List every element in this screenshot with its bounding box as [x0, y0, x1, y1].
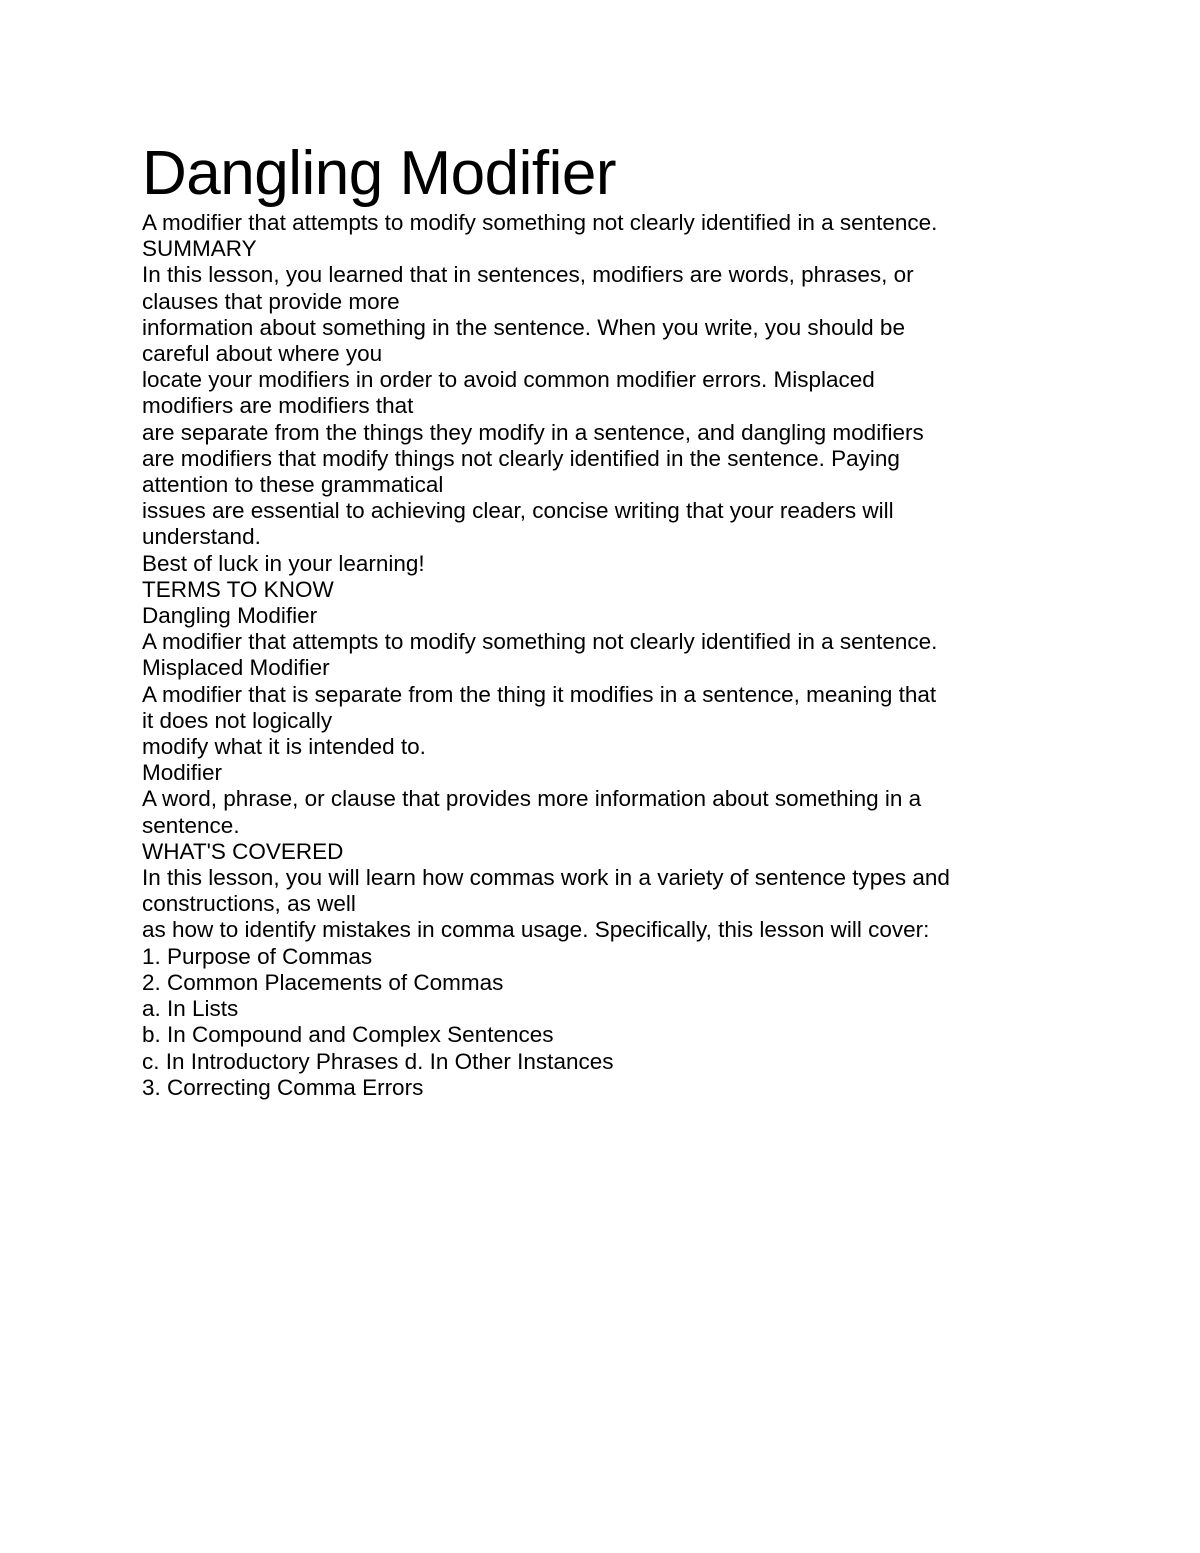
- summary-line: understand.: [142, 524, 261, 550]
- outline-item: 2. Common Placements of Commas: [142, 969, 504, 995]
- term-definition: A modifier that attempts to modify something not clearly identified in a sentence.: [142, 629, 938, 655]
- section-heading-covered: WHAT'S COVERED: [142, 838, 344, 864]
- term-definition: A modifier that is separate from the thing it modifies in a sentence, meaning that: [142, 681, 937, 707]
- closing-line: Best of luck in your learning!: [142, 550, 425, 576]
- summary-line: locate your modifiers in order to avoid common modifier errors. Misplaced: [142, 367, 875, 393]
- outline-subitem: b. In Compound and Complex Sentences: [142, 1022, 554, 1048]
- term-definition: sentence.: [142, 812, 240, 838]
- definition-text: A modifier that attempts to modify something not clearly identified in a sentence.: [142, 210, 938, 235]
- summary-line: attention to these grammatical: [142, 472, 444, 498]
- covered-line: In this lesson, you will learn how commas work in a variety of sentence types and: [142, 865, 950, 891]
- covered-line: constructions, as well: [142, 891, 356, 917]
- term-definition: modify what it is intended to.: [142, 734, 426, 760]
- summary-line: issues are essential to achieving clear, concise writing that your readers will: [142, 498, 894, 524]
- summary-line: clauses that provide more: [142, 288, 400, 314]
- summary-line: In this lesson, you learned that in sentences, modifiers are words, phrases, or: [142, 262, 914, 288]
- term-definition: it does not logically: [142, 707, 333, 733]
- document-page: [142, 138, 1102, 1101]
- summary-line: are separate from the things they modify in a sentence, and dangling modifiers: [142, 419, 924, 445]
- summary-line: careful about where you: [142, 341, 383, 367]
- covered-line: as how to identify mistakes in comma usage. Specifically, this lesson will cover:: [142, 917, 930, 943]
- section-heading-summary: SUMMARY: [142, 236, 257, 262]
- section-heading-terms: TERMS TO KNOW: [142, 576, 334, 602]
- outline-subitem: a. In Lists: [142, 996, 239, 1022]
- term-name: Modifier: [142, 760, 223, 786]
- outline-subitem: c. In Introductory Phrases d. In Other Instances: [142, 1048, 614, 1074]
- summary-line: are modifiers that modify things not clearly identified in the sentence. Paying: [142, 445, 900, 471]
- outline-item: 3. Correcting Comma Errors: [142, 1074, 424, 1100]
- outline-item: 1. Purpose of Commas: [142, 943, 373, 969]
- term-name: Misplaced Modifier: [142, 655, 330, 681]
- summary-line: information about something in the sentence. When you write, you should be: [142, 314, 905, 340]
- summary-line: modifiers are modifiers that: [142, 393, 414, 419]
- document-title: Dangling Modifier: [142, 139, 616, 208]
- term-definition: A word, phrase, or clause that provides more information about something in a: [142, 786, 922, 812]
- term-name: Dangling Modifier: [142, 603, 318, 629]
